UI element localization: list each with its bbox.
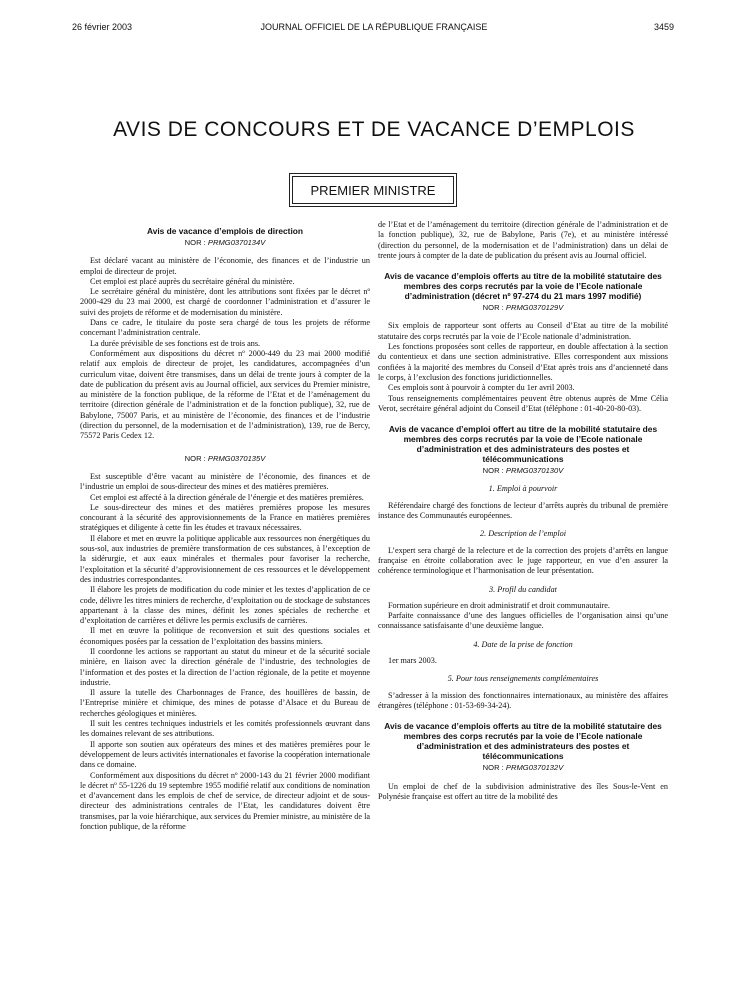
nor-label: NOR :	[482, 303, 504, 313]
header-journal-title: JOURNAL OFFICIEL DE LA RÉPUBLIQUE FRANÇAISE	[260, 22, 488, 32]
paragraph: Le sous-directeur des mines et des matières premières propose les mesures concourant à la sécurité des approvisionnements de la France en matières premières stratégiques et diligente à cette fin les études et travaux nécessaires.	[80, 502, 370, 533]
subheading: 3. Profil du candidat	[489, 584, 557, 594]
paragraph: Le secrétaire général du ministère, dont les attributions sont fixées par le décret nº 2000-429 du 23 mai 2000, est chargé de coordonner l’administration et d’assurer le suivi des projets de réforme et de modernisation du ministère.	[80, 287, 370, 317]
paragraph: Six emplois de rapporteur sont offerts au Conseil d’Etat au titre de la mobilité statutaire des corps recrutés par la voie de l’Ecole nationale d’administration.	[378, 321, 668, 341]
nor-reference	[378, 466, 668, 476]
nor-label: NOR :	[184, 238, 206, 247]
right-column	[378, 220, 668, 802]
subheading: 1. Emploi à pourvoir	[488, 484, 558, 494]
section-title: Avis de vacance d’emplois offerts au titre de la mobilité statutaire des membres des corps recrutés par la voie de l’Ecole nationale d’administration (décret nº 97-274 du 21 mars 1997 modifié)	[384, 271, 662, 302]
paragraph: Ces emplois sont à pourvoir à compter du 1er avril 2003.	[388, 383, 575, 393]
section-title: Avis de vacance d’emploi offert au titre de la mobilité statutaire des membres des corps recrutés par la voie de l’Ecole nationale d’administration et des administrateurs des postes et télécommunications	[388, 424, 658, 465]
paragraph: Il coordonne les actions se rapportant au statut du mineur et de la sécurité sociale minière, en liaison avec la direction générale de l’industrie, des technologies de l’information et des postes et la direction de l’action régionale, de la petite et moyenne industrie.	[80, 646, 370, 687]
nor-label: NOR :	[184, 453, 206, 463]
nor-code: PRMG0370134V	[207, 238, 266, 247]
nor-label: NOR :	[482, 466, 504, 476]
nor-reference	[80, 238, 370, 248]
paragraph: Cet emploi est affecté à la direction générale de l’énergie et des matières premières.	[90, 492, 364, 502]
paragraph: 1er mars 2003.	[388, 656, 437, 666]
paragraph: Référendaire chargé des fonctions de lecteur d’arrêts auprès du tribunal de première instance des Communautés européennes.	[378, 500, 668, 521]
paragraph-continued: de l’Etat et de l’aménagement du territoire (direction générale de l’administration et de la fonction publique), 32, rue de Babylone, Paris (7e), et au ministère intéressé (direction du personnel, de la modernisation et de l’administration) dans un délai de trente jours à compter de la date de publication du présent avis au Journal officiel.	[378, 220, 668, 260]
paragraph: Conformément aux dispositions du décret nº 2000-143 du 21 février 2000 modifiant le décret nº 55-1226 du 19 septembre 1955 modifié relatif aux conditions de nomination et d’avancement dans les emplois de chef de service, de directeur adjoint et de sous-directeur des administrations centrales de l’Etat, les candidatures doivent être transmises, par la voie hiérarchique, aux services du Premier ministre, au ministère de la fonction publique, de la réforme	[80, 770, 370, 832]
paragraph: Conformément aux dispositions du décret nº 2000-449 du 23 mai 2000 modifié relatif aux emplois de directeur de projet, les candidatures, accompagnées d’un curriculum vitae, doivent être transmises, dans un délai de trente jours à compter de la date de publication du présent avis au Journal officiel, aux services du Premier ministre, au ministère de la fonction publique, de la réforme de l’Etat et de l’aménagement du territoire (direction générale de l’administration et de la fonction publique), 32, rue de Babylone, 75007 Paris, et au ministère de l’économie, des finances et de l’industrie (direction du personnel, de la modernisation et de l’administration), 139, rue de Bercy, 75572 Paris Cedex 12.	[80, 348, 370, 441]
section-title: Avis de vacance d’emplois offerts au titre de la mobilité statutaire des membres des corps recrutés par la voie de l’Ecole nationale d’administration et des administrateurs des postes et télécommunications	[384, 721, 662, 762]
paragraph: Est déclaré vacant au ministère de l’économie, des finances et de l’industrie un emploi de directeur de projet.	[80, 256, 370, 276]
paragraph: Il apporte son soutien aux opérateurs des mines et des matières premières pour le développement de leurs activités internationales et favorise la coopération internationale dans ce domaine.	[80, 739, 370, 770]
nor-code: PRMG0370129V	[505, 303, 564, 313]
nor-code: PRMG0370130V	[505, 466, 564, 476]
ministry-box	[292, 176, 454, 204]
nor-reference	[378, 303, 668, 313]
header-date: 26 février 2003	[72, 22, 133, 32]
header-page-number: 3459	[653, 22, 674, 32]
paragraph: Il met en œuvre la politique de reconversion et suit des questions sociales et économiques posées par la cessation de l’exploitation des bassins miniers.	[80, 626, 370, 646]
ministry-label: PREMIER MINISTRE	[310, 182, 436, 198]
subheading: 5. Pour tous renseignements complémentaires	[447, 674, 599, 684]
paragraph: Il suit les centres techniques industriels et les comités professionnels œuvrant dans les domaines relevant de ses attributions.	[80, 719, 370, 739]
nor-reference	[378, 763, 668, 773]
subheading: 2. Description de l’emploi	[480, 529, 566, 539]
left-column	[80, 226, 370, 832]
paragraph: Il élabore et met en œuvre la politique applicable aux ressources non énergétiques du sous-sol, aux industries de première transformation de ces substances, à l’exception de la sidérurgie, et aux eaux minérales et thermales pour favoriser la recherche, l’exploitation et la sécurité d’approvisionnement de ces ressources et le développement des industries correspondantes.	[80, 533, 370, 584]
nor-label: NOR :	[482, 763, 504, 773]
nor-reference	[80, 454, 370, 464]
paragraph: Les fonctions proposées sont celles de rapporteur, en double affectation à la section du contentieux et dans une section administrative. Elles correspondent aux missions confiées à la majorité des membres du Conseil d’Etat après trois ans d’ancienneté dans le corps, à l’exclusion des fonctions juridictionnelles.	[378, 342, 668, 382]
paragraph: Il élabore les projets de modification du code minier et les textes d’application de ce code, délivre les titres miniers de recherche, d’exploitation ou de stockage de substances appartenant à la classe des mines, définit les zones spéciales de recherche et d’exploitation de carrières et délivre les permis exclusifs de carrières.	[80, 585, 370, 626]
nor-code: PRMG0370132V	[505, 763, 564, 773]
paragraph: Est susceptible d’être vacant au ministère de l’économie, des finances et de l’industrie un emploi de sous-directeur des mines et des matières premières.	[80, 471, 370, 492]
page-title: AVIS DE CONCOURS ET DE VACANCE D’EMPLOIS	[113, 118, 635, 141]
nor-code: PRMG0370135V	[207, 453, 266, 463]
paragraph: Formation supérieure en droit administratif et droit communautaire.	[388, 600, 610, 610]
paragraph: Parfaite connaissance d’une des langues officielles de l’organisation ainsi qu’une connaissance satisfaisante d’une deuxième langue.	[378, 611, 668, 631]
paragraph: Tous renseignements complémentaires peuvent être obtenus auprès de Mme Célia Verot, secrétaire général adjoint du Conseil d’Etat (téléphone : 01-40-20-80-03).	[378, 393, 668, 413]
paragraph: Il assure la tutelle des Charbonnages de France, des houillères de bassin, de l’Entreprise minière et chimique, des mines de potasse d’Alsace et du Bureau de recherches géologiques et minières.	[80, 688, 370, 718]
running-header	[0, 22, 748, 38]
subheading: 4. Date de la prise de fonction	[473, 639, 573, 649]
paragraph: S’adresser à la mission des fonctionnaires internationaux, au ministère des affaires étrangères (téléphone : 01-53-69-34-24).	[378, 690, 668, 710]
paragraph: La durée prévisible de ses fonctions est de trois ans.	[90, 338, 261, 348]
paragraph: Un emploi de chef de la subdivision administrative des îles Sous-le-Vent en Polynésie française est offert au titre de la mobilité des	[378, 781, 668, 801]
section-title: Avis de vacance d’emplois de direction	[146, 226, 304, 236]
paragraph: Dans ce cadre, le titulaire du poste sera chargé de tous les projets de réforme concernant l’administration centrale.	[80, 318, 370, 338]
paragraph: L’expert sera chargé de la relecture et de la correction des projets d’arrêts en langue française en étroite collaboration avec le juge rapporteur, en vue d’en assurer la cohérence terminologique et l’harmonisation de leur présentation.	[378, 545, 668, 576]
paragraph: Cet emploi est placé auprès du secrétaire général du ministère.	[90, 276, 295, 286]
